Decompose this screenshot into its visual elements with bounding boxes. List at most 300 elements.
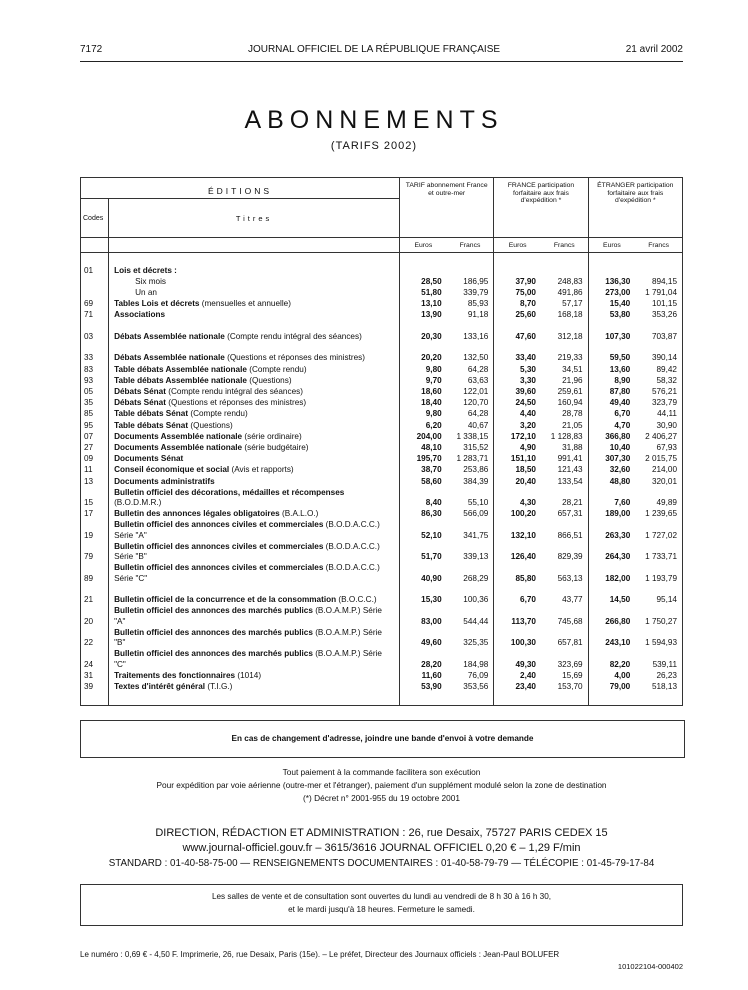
price-cell: 1 733,71 [645,552,677,562]
price-cell: 384,39 [463,476,489,486]
payment-info [80,766,683,805]
row-title-detail: (mensuelles et annuelle) [199,299,291,309]
price-cell: 1 283,71 [456,454,489,464]
price-cell: 15,40 [588,299,635,310]
price-cell: 657,31 [557,509,583,519]
price-cell: 82,20 [588,649,635,671]
price-cell: 1 338,15 [456,431,489,441]
price-cell: 113,70 [494,606,541,628]
table-row [81,342,683,364]
row-title-bold: Bulletin officiel des annonces civiles et commerciales [114,541,324,551]
price-cell: 566,09 [463,509,489,519]
price-cell: 48,10 [400,442,447,453]
price-cell: 49,60 [400,627,447,649]
price-cell: 518,13 [651,682,677,692]
row-title-detail: (B.O.D.M.R.) [114,498,162,507]
table-row [81,681,683,692]
price-cell: 18,50 [494,465,541,476]
price-cell: 182,00 [588,563,635,585]
row-title-bold: Bulletin officiel des annonces des marchés publics [114,627,313,637]
row-code: 95 [84,420,94,430]
price-cell: 86,30 [400,509,447,520]
row-title [109,342,400,364]
price-cell: 32,60 [588,465,635,476]
price-cell: 31,88 [562,442,583,452]
row-title-bold: Bulletin des annonces légales obligatoires [114,509,280,519]
row-title-bold: Documents Assemblée nationale [114,431,243,441]
row-title [109,265,400,276]
price-cell: 34,51 [562,364,583,374]
price-cell: 3,30 [494,375,541,386]
table-row [81,670,683,681]
row-code: 09 [84,454,94,464]
price-cell: 21,05 [562,420,583,430]
row-title-detail: (B.O.D.A.C.C.) Série "A" [114,520,380,540]
row-title-detail: (Questions et réponses des ministres) [224,353,365,363]
table-row [81,627,683,649]
price-cell: 44,11 [657,409,677,419]
address-change-notice: En cas de changement d'adresse, joindre une bande d'envoi à votre demande [80,720,685,758]
row-title-bold: Textes d'intérêt général [114,682,206,692]
price-cell: 136,30 [588,276,635,287]
price-cell: 43,77 [562,595,583,605]
row-title [109,627,400,649]
row-title [109,563,400,585]
row-title-bold: Table débats Sénat [114,420,189,430]
table-row [81,287,683,298]
row-code: 24 [84,659,94,669]
price-cell: 13,90 [400,310,447,321]
tarif-header: TARIF abonnement France et outre-mer [400,178,494,238]
price-cell: 8,40 [400,487,447,509]
price-cell: 15,69 [562,670,583,680]
spacer-row [81,253,683,266]
payment-line: Pour expédition par voie aérienne (outre-mer et l'étranger), paiement d'un supplément modulé selon la zone de destination [156,780,607,790]
price-cell: 10,40 [588,442,635,453]
price-cell: 11,60 [400,670,447,681]
price-cell: 325,35 [463,638,489,648]
row-code: 05 [84,387,94,396]
row-title [109,386,400,397]
price-cell: 894,15 [651,276,677,286]
row-title-bold: Bulletin officiel des annonces des marchés publics [114,606,313,616]
price-cell: 95,14 [656,595,677,605]
price-cell: 28,20 [400,649,447,671]
price-cell [447,265,494,276]
price-cell: 390,14 [651,353,677,363]
price-cell: 49,89 [656,498,677,507]
editions-header: ÉDITIONS [207,186,273,196]
price-cell: 1 128,83 [550,431,583,441]
table-row [81,386,683,397]
price-cell: 51,80 [400,287,447,298]
row-title [109,310,400,321]
price-cell: 49,30 [494,649,541,671]
row-title-detail: (série ordinaire) [242,431,302,441]
row-title [109,375,400,386]
price-cell: 40,90 [400,563,447,585]
price-cell: 7,60 [588,487,635,509]
titres-header: Titres [109,199,400,238]
table-row [81,487,683,509]
price-cell: 25,60 [494,310,541,321]
price-cell: 122,01 [463,387,489,396]
row-title-bold: Bulletin officiel des annonces civiles et commerciales [114,563,324,573]
price-cell: 991,41 [557,454,583,464]
price-cell: 186,95 [463,276,489,286]
price-cell: 1 239,65 [645,509,677,519]
row-title-detail: (Compte rendu) [188,409,248,419]
currency-label: Francs [635,238,682,253]
table-row [81,310,683,321]
page-subtitle: (TARIFS 2002) [330,140,418,152]
price-cell: 55,10 [467,498,489,507]
table-row [81,541,683,563]
row-title-bold: Conseil économique et social [114,465,230,475]
price-cell: 1 791,04 [645,288,677,298]
price-cell: 168,18 [557,310,583,320]
currency-label: Francs [541,238,588,253]
row-title-detail: (série budgétaire) [242,442,309,452]
row-title-bold: Documents Assemblée nationale [114,442,243,452]
row-title-bold: Bulletin officiel des annonces civiles et commerciales [114,520,324,530]
price-cell: 100,36 [463,595,489,605]
table-row [81,442,683,453]
row-title-detail: (B.O.C.C.) [336,595,377,605]
price-cell: 85,93 [467,299,489,309]
row-code: 85 [84,409,94,419]
price-cell: 264,30 [588,541,635,563]
price-cell: 132,50 [463,353,489,363]
price-cell: 28,50 [400,276,447,287]
price-cell: 320,01 [651,476,677,486]
price-cell: 26,23 [656,670,677,680]
row-title-detail: Un an [135,288,157,298]
row-title [109,299,400,310]
row-title [109,606,400,628]
price-cell: 204,00 [400,431,447,442]
table-row [81,265,683,276]
price-cell: 544,44 [463,616,489,626]
price-cell: 107,30 [588,321,635,343]
row-title [109,487,400,509]
row-title [109,584,400,606]
price-cell: 14,50 [588,584,635,606]
row-title-detail: (T.I.G.) [205,682,233,692]
row-title [109,681,400,692]
row-code: 07 [84,431,94,441]
price-cell [400,265,447,276]
table-row [81,321,683,343]
price-cell: 703,87 [651,331,677,341]
price-cell: 1 193,79 [645,573,677,583]
row-title [109,453,400,464]
price-cell: 48,80 [588,476,635,487]
row-title-bold: Débats Assemblée nationale [114,353,225,363]
row-title [109,431,400,442]
price-cell: 9,80 [400,409,447,420]
row-title [109,364,400,375]
table-row [81,453,683,464]
sales-hours-box [80,884,683,926]
price-cell: 189,00 [588,509,635,520]
header-divider [80,61,683,62]
row-code: 39 [84,682,94,692]
price-cell: 89,42 [656,364,677,374]
row-title-bold: Table débats Assemblée nationale [114,364,247,374]
price-cell: 59,50 [588,342,635,364]
row-title-detail: (1014) [235,670,262,680]
price-cell: 76,09 [467,670,489,680]
row-title-bold: Bulletin officiel des annonces des marchés publics [114,649,313,659]
price-cell: 4,90 [494,442,541,453]
price-cell: 63,63 [467,375,489,385]
row-title-detail: (B.O.D.A.C.C.) Série "C" [114,563,380,583]
row-title [109,442,400,453]
table-row [81,276,683,287]
table-row [81,465,683,476]
row-title [109,541,400,563]
price-cell: 4,30 [494,487,541,509]
price-cell: 151,10 [494,453,541,464]
row-title-bold: Bulletin officiel des décorations, médailles et récompenses [114,487,345,497]
row-title-detail: (B.O.A.M.P.) Série "C" [114,649,382,669]
row-title [109,409,400,420]
price-cell: 100,20 [494,509,541,520]
price-cell: 263,30 [588,520,635,542]
price-cell: 8,90 [588,375,635,386]
phone-numbers: STANDARD : 01-40-58-75-00 — RENSEIGNEMENTS DOCUMENTAIRES : 01-40-58-79-79 — TÉLÉCOPIE : 01-45-79-17-84 [108,858,655,869]
price-cell: 6,70 [494,584,541,606]
price-cell: 315,52 [463,442,489,452]
row-code: 89 [84,573,94,583]
price-cell: 18,60 [400,386,447,397]
page-title: ABONNEMENTS [244,106,504,134]
price-cell: 15,30 [400,584,447,606]
price-cell: 28,21 [562,498,583,507]
price-cell: 9,80 [400,364,447,375]
sales-line: et le mardi jusqu'à 18 heures. Fermeture le samedi. [288,905,475,914]
table-row [81,364,683,375]
document-code: 101022104-000402 [617,962,683,971]
price-cell: 266,80 [588,606,635,628]
price-cell: 30,90 [656,420,677,430]
price-cell: 120,70 [463,398,489,408]
row-title-detail: (Questions) [188,420,233,430]
row-title-bold: Documents Sénat [114,454,184,464]
journal-title: JOURNAL OFFICIEL DE LA RÉPUBLIQUE FRANÇAISE [247,44,501,55]
price-cell: 745,68 [557,616,583,626]
table-row [81,431,683,442]
table-row [81,584,683,606]
website-line: www.journal-officiel.gouv.fr – 3615/3616 JOURNAL OFFICIEL 0,20 € – 1,29 F/min [182,842,581,854]
price-cell: 491,86 [557,288,583,298]
row-title [109,276,400,287]
price-cell [541,265,588,276]
row-code: 03 [84,331,94,341]
price-cell: 219,33 [557,353,583,363]
price-cell: 339,13 [463,552,489,562]
price-cell: 24,50 [494,398,541,409]
price-cell: 4,00 [588,670,635,681]
row-title [109,520,400,542]
row-code: 31 [84,670,94,680]
row-title-bold: Lois et décrets : [114,265,177,275]
price-cell: 243,10 [588,627,635,649]
price-cell: 259,61 [557,387,583,396]
direction-address: DIRECTION, RÉDACTION ET ADMINISTRATION : 26, rue Desaix, 75727 PARIS CEDEX 15 [155,827,608,839]
row-title-detail: (B.O.A.M.P.) Série "B" [114,627,382,648]
price-cell: 64,28 [467,364,489,374]
price-cell: 20,20 [400,342,447,364]
row-title-bold: Associations [114,310,166,320]
row-code: 01 [84,265,94,275]
row-title-bold: Traitements des fonctionnaires [114,670,236,680]
tariffs-table [80,177,683,706]
price-cell: 160,94 [557,398,583,408]
price-cell: 1 750,27 [645,616,677,626]
price-cell: 5,30 [494,364,541,375]
price-cell: 13,60 [588,364,635,375]
row-title-detail: Six mois [135,276,167,286]
price-cell: 23,40 [494,681,541,692]
row-title [109,287,400,298]
row-code [81,276,109,287]
price-cell: 273,00 [588,287,635,298]
row-title-detail: (Questions et réponses des ministres) [165,398,307,408]
price-cell: 83,00 [400,606,447,628]
price-cell: 1 594,93 [645,638,677,648]
page-number: 7172 [80,44,103,55]
table-row [81,520,683,542]
row-code: 69 [84,299,94,309]
currency-row [81,238,683,253]
row-title-bold: Bulletin officiel de la concurrence et de la consommation [114,595,337,605]
row-title-bold: Débats Sénat [114,387,166,396]
price-cell: 85,80 [494,563,541,585]
row-code: 20 [84,616,94,626]
sales-line: Les salles de vente et de consultation sont ouvertes du lundi au vendredi de 8 h 30 à 16 h 30, [211,892,552,901]
price-cell: 657,81 [557,638,583,648]
row-title-detail: (Compte rendu intégral des séances) [165,387,303,396]
price-cell: 57,17 [562,299,583,309]
row-code: 13 [84,476,94,486]
row-code: 83 [84,364,94,374]
payment-line: Tout paiement à la commande facilitera son exécution [282,767,481,777]
price-cell: 353,26 [651,310,677,320]
table-row [81,606,683,628]
price-cell: 132,10 [494,520,541,542]
price-cell: 563,13 [557,573,583,583]
price-cell: 829,39 [557,552,583,562]
table-head-row [81,178,683,199]
price-cell: 353,56 [463,682,489,692]
france-header: FRANCE participation forfaitaire aux frais d'expédition * [494,178,588,238]
row-title-bold: Table débats Assemblée nationale [114,375,247,385]
row-title-detail: (Compte rendu intégral des séances) [224,331,362,341]
price-cell: 2 406,27 [645,431,677,441]
price-cell: 100,30 [494,627,541,649]
price-cell: 21,96 [562,375,583,385]
price-cell: 79,00 [588,681,635,692]
price-cell: 195,70 [400,453,447,464]
price-cell: 214,00 [651,465,677,475]
row-title [109,321,400,343]
price-cell: 13,10 [400,299,447,310]
price-cell: 3,20 [494,420,541,431]
price-cell: 4,70 [588,420,635,431]
price-cell [635,265,682,276]
price-cell: 101,15 [651,299,677,309]
row-title-bold: Documents administratifs [114,476,215,486]
price-cell: 28,78 [562,409,583,419]
price-cell: 576,21 [651,387,677,396]
price-cell: 18,40 [400,398,447,409]
price-cell: 39,60 [494,386,541,397]
direction-block [80,826,683,871]
price-cell [494,265,541,276]
row-title [109,509,400,520]
row-title-bold: Débats Assemblée nationale [114,331,225,341]
price-cell: 126,40 [494,541,541,563]
table-row [81,563,683,585]
price-cell [588,265,635,276]
price-cell: 121,43 [557,465,583,475]
table-row [81,649,683,671]
row-title-detail: (Avis et rapports) [229,465,294,475]
price-cell: 153,70 [557,682,583,692]
price-cell: 53,80 [588,310,635,321]
table-row [81,299,683,310]
row-title [109,670,400,681]
price-cell: 37,90 [494,276,541,287]
row-code: 19 [84,530,94,540]
imprint-line: Le numéro : 0,69 € - 4,50 F. Imprimerie, 26, rue Desaix, Paris (15e). – Le préfet, Directeur des Journaux officiels : Jean-Paul BOLUFER [80,950,560,959]
price-cell: 312,18 [557,331,583,341]
price-cell: 20,30 [400,321,447,343]
price-cell: 133,54 [557,476,583,486]
price-cell: 323,79 [651,398,677,408]
price-cell: 52,10 [400,520,447,542]
price-cell: 184,98 [463,659,489,669]
row-code: 79 [84,552,94,562]
price-cell: 248,83 [557,276,583,286]
currency-label: Euros [494,238,541,253]
price-cell: 323,69 [557,659,583,669]
row-title [109,465,400,476]
price-cell: 38,70 [400,465,447,476]
table-row [81,420,683,431]
price-cell: 75,00 [494,287,541,298]
row-code: 17 [84,509,94,519]
price-cell: 172,10 [494,431,541,442]
codes-header: Codes [81,199,109,238]
price-cell: 91,18 [467,310,489,320]
price-cell: 341,75 [463,530,489,540]
row-code: 22 [84,638,94,648]
currency-label: Francs [447,238,494,253]
row-code: 21 [84,595,94,605]
price-cell: 133,16 [463,331,489,341]
row-code: 35 [84,398,94,408]
row-code: 15 [84,498,94,507]
currency-label: Euros [588,238,635,253]
price-cell: 47,60 [494,321,541,343]
spacer-row [81,693,683,706]
price-cell: 40,67 [467,420,489,430]
price-cell: 339,79 [463,288,489,298]
issue-date: 21 avril 2002 [625,44,683,55]
